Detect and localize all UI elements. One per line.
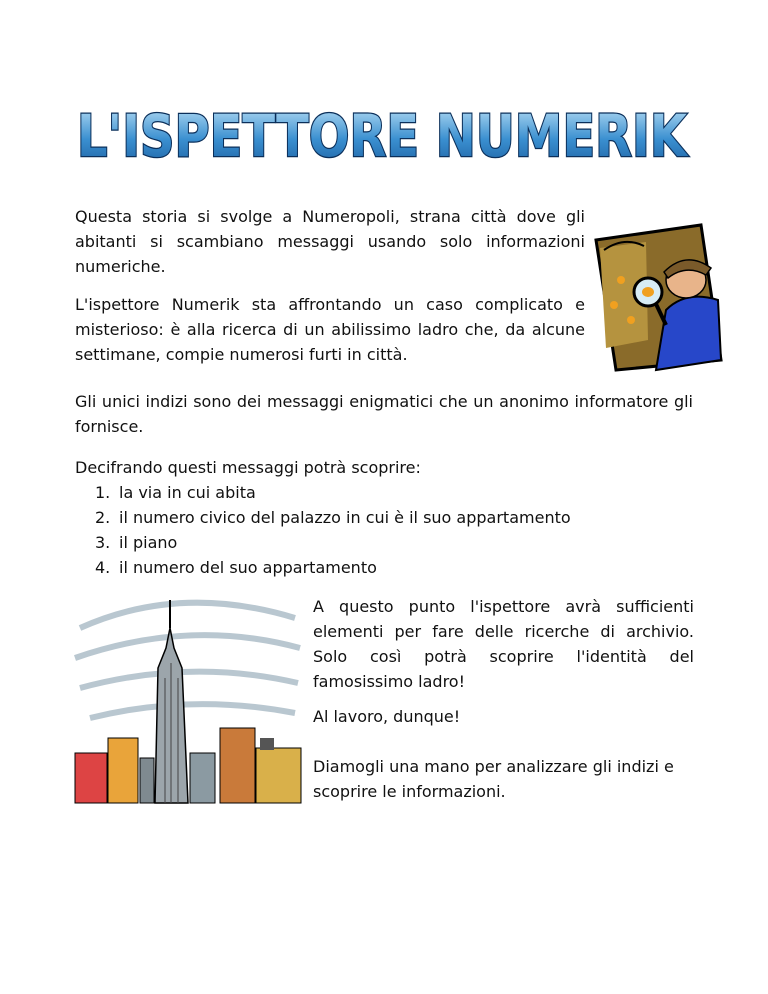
help-paragraph: Diamogli una mano per analizzare gli indizi e scoprire le informazioni.: [313, 757, 674, 801]
detective-illustration: [586, 220, 726, 370]
clues-paragraph: Gli unici indizi sono dei messaggi enigmatici che un anonimo informatore gli fornisce.: [75, 392, 693, 436]
page-title: [62, 78, 702, 178]
skyscraper-illustration: [70, 588, 305, 803]
intro-paragraph: Questa storia si svolge a Numeropoli, strana città dove gli abitanti si scambiano messaggi usando solo informazioni numeriche.: [75, 207, 585, 276]
decode-intro: Decifrando questi messaggi potrà scoprire:: [75, 458, 421, 477]
case-paragraph: L'ispettore Numerik sta affrontando un caso complicato e misterioso: è alla ricerca di un abilissimo ladro che, da alcune settimane, compie numerosi furti in città.: [75, 295, 585, 364]
list-item: 2. il numero civico del palazzo in cui è il suo appartamento: [95, 508, 571, 527]
list-item: 4. il numero del suo appartamento: [95, 558, 377, 577]
work-line: Al lavoro, dunque!: [313, 707, 461, 726]
list-item: 3. il piano: [95, 533, 178, 552]
title-wordart: [62, 78, 702, 178]
archive-paragraph: A questo punto l'ispettore avrà sufficienti elementi per fare delle ricerche di archivio. Solo così potrà scoprire l'identità del famosissimo ladro!: [313, 597, 694, 691]
list-item: 1. la via in cui abita: [95, 483, 256, 502]
title-text: L'ISPETTORE NUMERIK: [77, 102, 689, 170]
discoveries-list: [95, 480, 571, 580]
